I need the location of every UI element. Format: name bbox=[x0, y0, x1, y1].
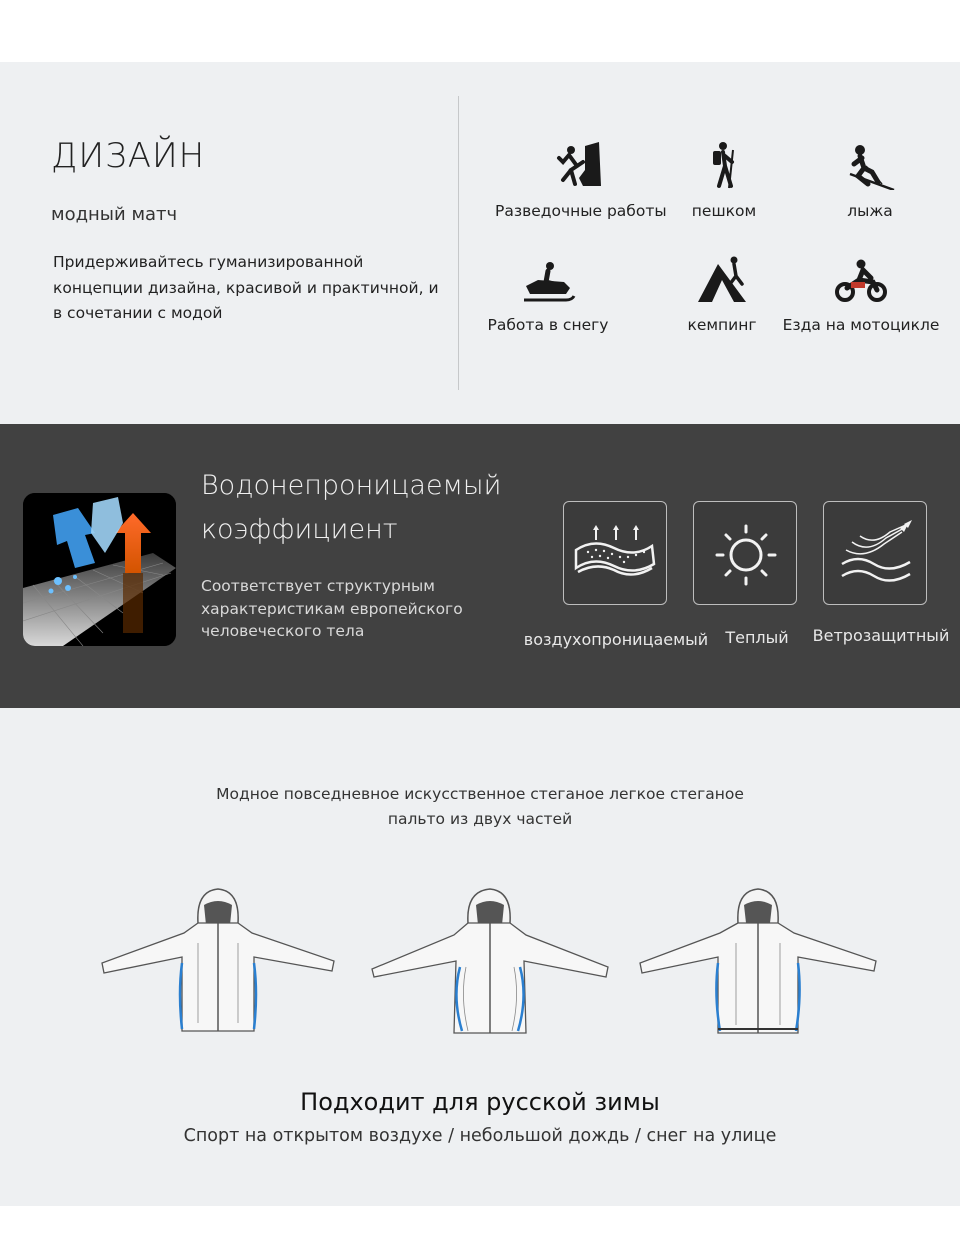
jacket-sketch-loose bbox=[636, 883, 881, 1053]
activity-label: пешком bbox=[691, 202, 757, 220]
feature-breathable bbox=[563, 501, 667, 605]
product-caption: Модное повседневное искусственное стеганое легкое стеганое пальто из двух частей bbox=[216, 785, 744, 828]
activity-label: кемпинг bbox=[687, 316, 757, 334]
fit-subtitle: Спорт на открытом воздухе / небольшой дождь / снег на улице bbox=[183, 1126, 777, 1146]
waterproof-description: Соответствует структурным характеристикам европейского человеческого тела bbox=[201, 577, 463, 640]
feature-warm bbox=[693, 501, 797, 605]
feature-windproof bbox=[823, 501, 927, 605]
waterproof-section bbox=[0, 424, 960, 708]
fabric-image bbox=[23, 493, 176, 646]
activity-label: Разведочные работы bbox=[495, 202, 667, 220]
feature-label-windproof: Ветрозащитный bbox=[812, 626, 950, 645]
feature-label-warm: Теплый bbox=[725, 628, 789, 647]
activity-label: лыжа bbox=[847, 202, 893, 220]
section-divider bbox=[458, 96, 459, 390]
activity-skiing bbox=[785, 140, 955, 220]
feature-label-breathable: воздухопроницаемый bbox=[523, 630, 709, 649]
design-title: ДИЗАЙН bbox=[51, 136, 206, 176]
wind-icon bbox=[824, 502, 925, 603]
breathable-icon bbox=[564, 502, 665, 603]
camping-icon bbox=[694, 254, 750, 304]
activity-snowmobile bbox=[463, 258, 633, 334]
design-section bbox=[0, 62, 960, 424]
skiing-icon bbox=[842, 140, 898, 190]
activity-hiking bbox=[639, 140, 809, 220]
hiking-icon bbox=[699, 140, 749, 190]
design-description: Придерживайтесь гуманизированной концепции дизайна, красивой и практичной, и в сочетании с модой bbox=[53, 253, 439, 322]
sun-icon bbox=[694, 502, 795, 603]
jacket-sketch-front bbox=[98, 883, 343, 1053]
motorcycle-icon bbox=[833, 258, 889, 304]
fit-section bbox=[0, 708, 960, 1206]
waterproof-title: Водонепроницаемый коэффициент bbox=[201, 470, 502, 545]
activity-motorcycle bbox=[776, 258, 946, 334]
jacket-sketch-fitted bbox=[368, 883, 613, 1053]
design-subtitle: модный матч bbox=[51, 204, 178, 225]
snowmobile-icon bbox=[520, 258, 576, 304]
activity-label: Работа в снегу bbox=[487, 316, 609, 334]
activity-label: Езда на мотоцикле bbox=[782, 316, 940, 334]
fabric-illustration bbox=[23, 493, 176, 646]
fit-title: Подходит для русской зимы bbox=[300, 1088, 660, 1116]
climbing-icon bbox=[555, 140, 605, 190]
